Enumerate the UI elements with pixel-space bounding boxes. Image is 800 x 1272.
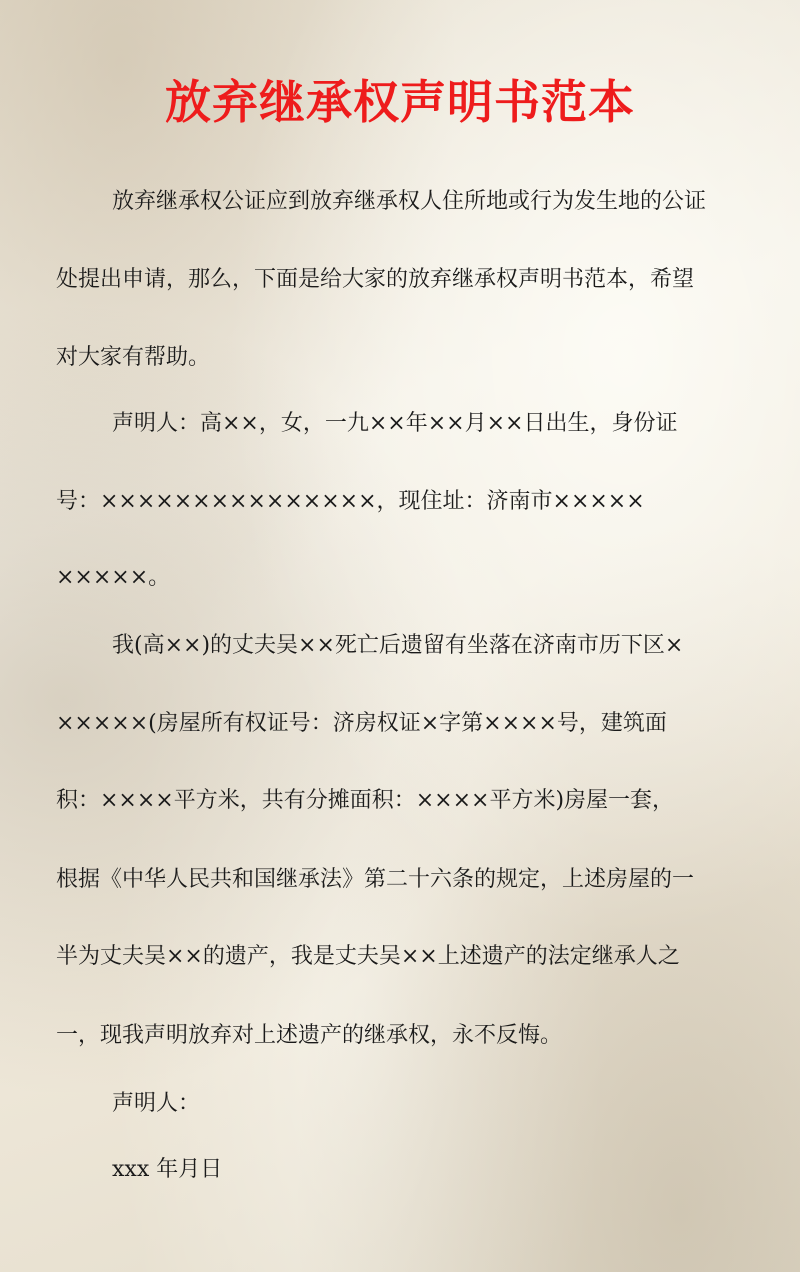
statement-line-4: 根据《中华人民共和国继承法》第二十六条的规定，上述房屋的一 — [56, 867, 695, 892]
statement-line-3: 积：××××平方米，共有分摊面积：××××平方米)房屋一套， — [56, 788, 675, 813]
signature-label: 声明人： — [112, 1091, 201, 1116]
intro-line-2: 处提出申请，那么，下面是给大家的放弃继承权声明书范本，希望 — [56, 267, 695, 292]
declarant-line-3: ×××××。 — [56, 565, 171, 590]
document-title: 放弃继承权声明书范本 — [165, 75, 635, 129]
statement-line-2: ×××××(房屋所有权证号：济房权证×字第××××号，建筑面 — [56, 711, 667, 736]
intro-line-3: 对大家有帮助。 — [56, 345, 211, 370]
statement-line-6: 一，现我声明放弃对上述遗产的继承权，永不反悔。 — [56, 1023, 563, 1048]
declarant-line-2: 号：×××××××××××××××，现住址：济南市××××× — [56, 489, 645, 514]
statement-line-5: 半为丈夫吴××的遗产，我是丈夫吴××上述遗产的法定继承人之 — [56, 944, 680, 969]
date-line: xxx 年月日 — [112, 1157, 223, 1182]
intro-line-1: 放弃继承权公证应到放弃继承权人住所地或行为发生地的公证 — [112, 189, 707, 214]
statement-line-1: 我(高××)的丈夫吴××死亡后遗留有坐落在济南市历下区× — [112, 633, 684, 658]
declarant-line-1: 声明人：高××，女，一九××年××月××日出生，身份证 — [112, 411, 678, 436]
